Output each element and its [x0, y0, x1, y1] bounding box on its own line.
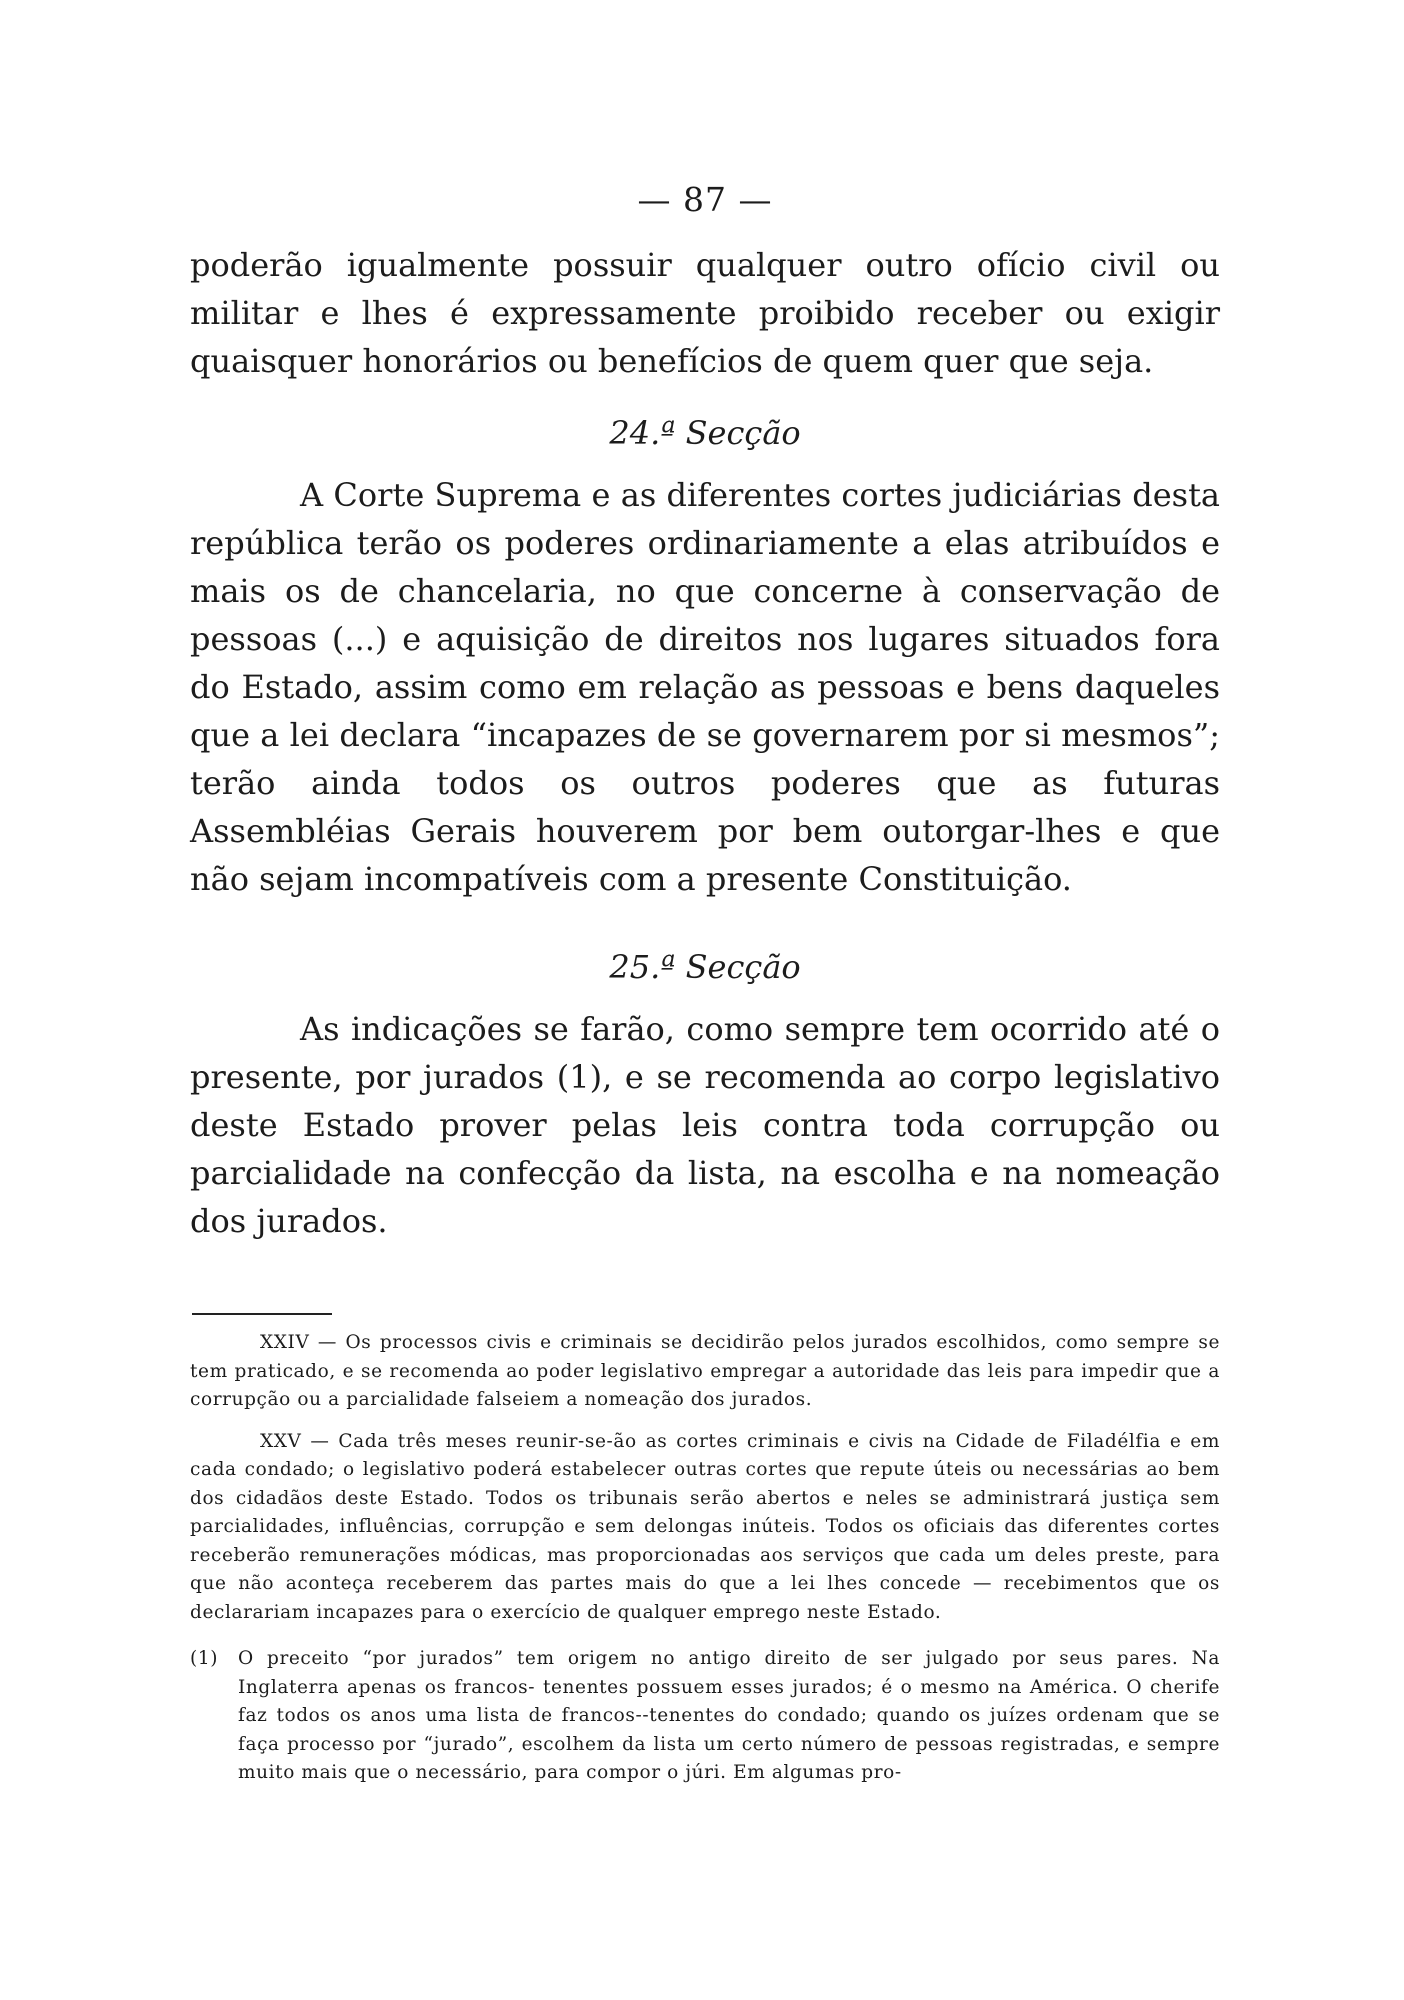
note-xxiv: XXIV — Os processos civis e criminais se decidirão pelos jurados escolhidos, como sempre se tem praticado, e se recomenda ao poder legislativo empregar a autoridade das leis para impedir que a corrupção ou a parcialidade falseiem a nomeação dos jurados.	[190, 1332, 1220, 1410]
paragraph-section-24: A Corte Suprema e as diferentes cortes judiciárias desta república terão os poderes ordinariamente a elas atribuídos e mais os de chancelaria, no que concerne à conservação de pessoas (...) e aquisição de direitos nos lugares situados fora do Estado, assim como em relação as pessoas e bens daqueles que a lei declara “incapazes de se governarem por si mesmos”; terão ainda todos os outros poderes que as futuras Assembléias Gerais houverem por bem outorgar-lhes e que não sejam incompatíveis com a presente Constituição.	[190, 476, 1220, 898]
footnote-text: O preceito “por jurados” tem origem no antigo direito de ser julgado por seus pares. Na Inglaterra apenas os francos- tenentes possuem esses jurados; é o mesmo na América. O cherife faz todos os anos uma lista de francos--tenentes do condado; quando os juízes ordenam que se faça processo por “jurado”, escolhem da lista um certo número de pessoas registradas, e sempre muito mais que o necessário, para compor o júri. Em algumas pro-	[238, 1648, 1220, 1783]
page-number: — 87 —	[637, 180, 773, 219]
main-text	[190, 241, 1220, 1245]
section-heading-24: 24.ª Secção	[609, 414, 801, 452]
paragraph-continuation: poderão igualmente possuir qualquer outro ofício civil ou militar e lhes é expressamente proibido receber ou exigir quaisquer honorários ou benefícios de quem quer que seja.	[190, 246, 1220, 380]
footnote-marker: (1)	[190, 1648, 219, 1669]
section-heading-25: 25.ª Secção	[609, 948, 801, 986]
notes-divider	[192, 1313, 332, 1315]
document-page	[190, 180, 1220, 1788]
paragraph-section-25: As indicações se farão, como sempre tem ocorrido até o presente, por jurados (1), e se recomenda ao corpo legislativo deste Estado prover pelas leis contra toda corrupção ou parcialidade na confecção da lista, na escolha e na nomeação dos jurados.	[190, 1010, 1220, 1240]
notes	[190, 1329, 1220, 1627]
note-xxv: XXV — Cada três meses reunir-se-ão as cortes criminais e civis na Cidade de Filadélfia e em cada condado; o legislativo poderá estabelecer outras cortes que repute úteis ou necessárias ao bem dos cidadãos deste Estado. Todos os tribunais serão abertos e neles se administrará justiça sem parcialidades, influências, corrupção e sem delongas inúteis. Todos os oficiais das diferentes cortes receberão remunerações módicas, mas proporcionadas aos serviços que cada um deles preste, para que não aconteça receberem das partes mais do que a lei lhes concede — recebimentos que os declarariam incapazes para o exercício de qualquer emprego neste Estado.	[190, 1430, 1220, 1623]
footnote-1	[190, 1645, 1220, 1788]
